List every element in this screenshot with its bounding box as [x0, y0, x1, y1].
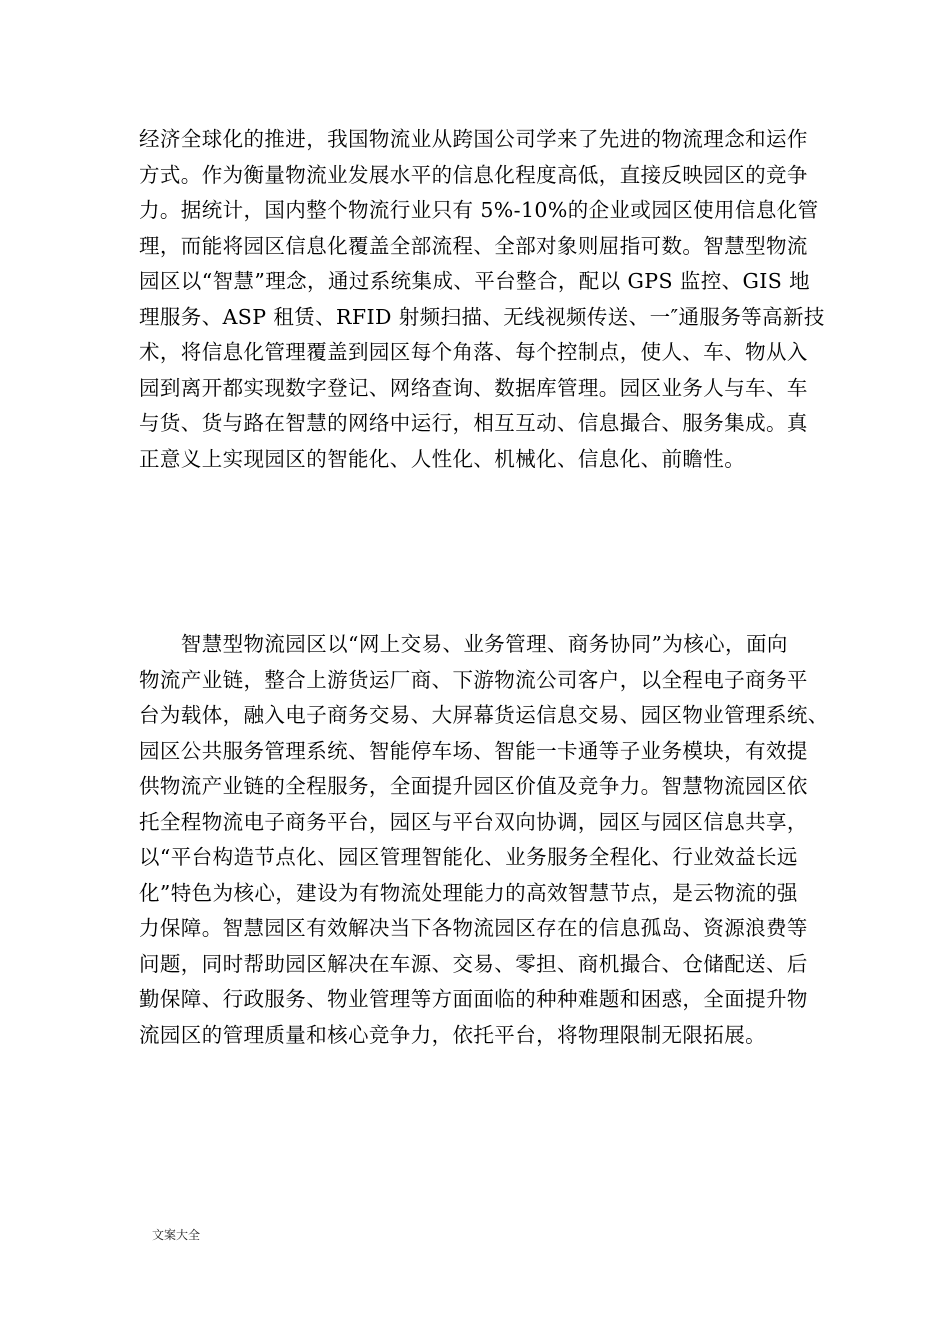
paragraph-line: 与货、货与路在智慧的网络中运行，相互互动、信息撮合、服务集成。真: [139, 411, 808, 435]
paragraph-line: 智慧型物流园区以“网上交易、业务管理、商务协同”为核心，面向: [139, 632, 788, 656]
paragraph-line: 园区公共服务管理系统、智能停车场、智能一卡通等子业务模块，有效提: [139, 738, 808, 763]
paragraph-line: 理，而能将园区信息化覆盖全部流程、全部对象则屈指可数。智慧型物流: [139, 233, 808, 258]
paragraph-1: [139, 122, 844, 477]
paragraph-line: 供物流产业链的全程服务，全面提升园区价值及竞争力。智慧物流园区依: [139, 774, 808, 798]
paragraph-line: 托全程物流电子商务平台，园区与平台双向协调，园区与园区信息共享，: [139, 809, 808, 834]
paragraph-line: 术，将信息化管理覆盖到园区每个角落、每个控制点，使人、车、物从入: [139, 340, 808, 364]
paragraph-line: 台为载体，融入电子商务交易、大屏幕货运信息交易、园区物业管理系统、: [139, 703, 829, 727]
paragraph-2: [139, 627, 844, 1053]
paragraph-line: 正意义上实现园区的智能化、人性化、机械化、信息化、前瞻性。: [139, 446, 746, 471]
paragraph-line: 以“平台构造节点化、园区管理智能化、业务服务全程化、行业效益长远: [139, 845, 798, 869]
paragraph-line: 力保障。智慧园区有效解决当下各物流园区存在的信息孤岛、资源浪费等: [139, 916, 808, 940]
paragraph-line: 园到离开都实现数字登记、网络查询、数据库管理。园区业务人与车、车: [139, 375, 808, 400]
paragraph-line: 问题，同时帮助园区解决在车源、交易、零担、商机撮合、仓储配送、后: [139, 951, 808, 976]
paragraph-line: 理服务、ASP 租赁、RFID 射频扫描、无线视频传送、一″通服务等高新技: [139, 304, 825, 329]
paragraph-line: 化”特色为核心，建设为有物流处理能力的高效智慧节点，是云物流的强: [139, 880, 798, 905]
paragraph-line: 物流产业链，整合上游货运厂商、下游物流公司客户，以全程电子商务平: [139, 667, 808, 692]
footer-text: 文案大全: [152, 1228, 201, 1242]
paragraph-line: 勤保障、行政服务、物业管理等方面面临的种种难题和困惑，全面提升物: [139, 987, 808, 1011]
paragraph-line: 力。据统计，国内整个物流行业只有 5%-10%的企业或园区使用信息化管: [139, 198, 819, 222]
paragraph-line: 园区以“智慧”理念，通过系统集成、平台整合，配以 GPS 监控、GIS 地: [139, 269, 811, 293]
paragraph-line: 流园区的管理质量和核心竞争力，依托平台，将物理限制无限拓展。: [139, 1022, 766, 1047]
paragraph-line: 经济全球化的推进，我国物流业从跨国公司学来了先进的物流理念和运作: [139, 127, 808, 151]
paragraph-line: 方式。作为衡量物流业发展水平的信息化程度高低，直接反映园区的竞争: [139, 162, 808, 187]
